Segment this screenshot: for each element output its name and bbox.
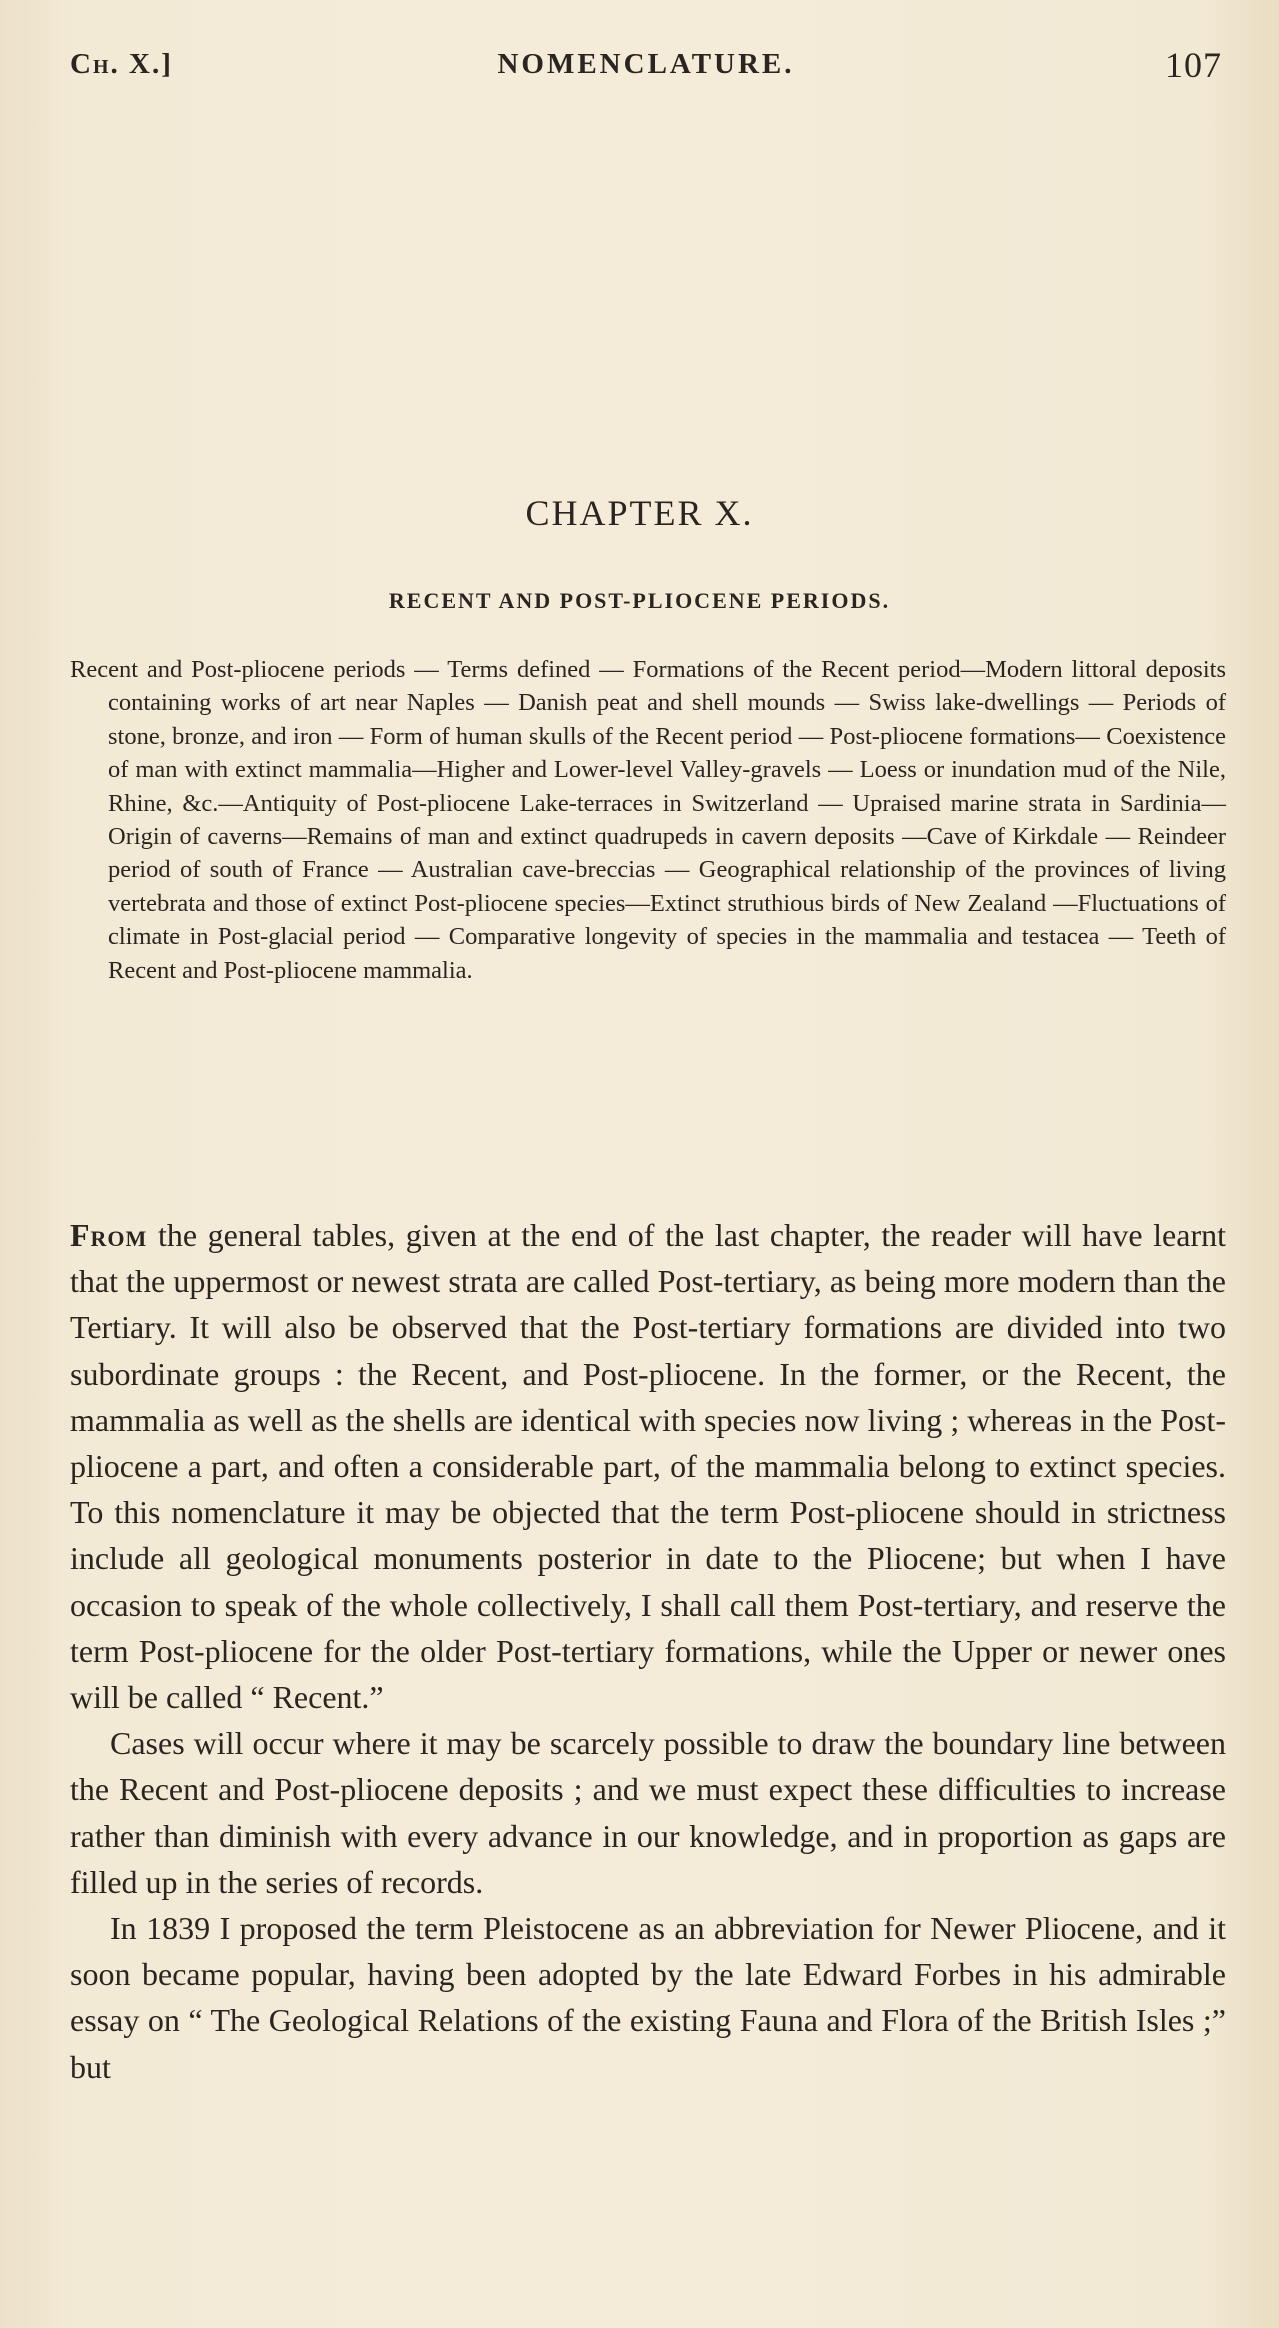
paragraph-1 xyxy=(70,1212,1226,1720)
chapter-summary: Recent and Post-pliocene periods — Terms defined — Formations of the Recent period—Modern littoral deposits containing works of art near Naples — Danish peat and shell mounds — Swiss lake-dwellings — Periods of stone, bronze, and iron — Form of human skulls of the Recent period — Post-pliocene formations— Coexistence of man with extinct mammalia—Higher and Lower-level Valley-gravels — Loess or inundation mud of the Nile, Rhine, &c.—Antiquity of Post-pliocene Lake-terraces in Switzerland — Upraised marine strata in Sardinia— Origin of caverns—Remains of man and extinct quadrupeds in cavern deposits —Cave of Kirkdale — Reindeer period of south of France — Australian cave-breccias — Geographical relationship of the provinces of living vertebrata and those of extinct Post-pliocene species—Extinct struthious birds of New Zealand —Fluctuations of climate in Post-glacial period — Comparative longevity of species in the mammalia and testacea — Teeth of Recent and Post-pliocene mammalia. xyxy=(70,656,1226,984)
chapter-subtitle: RECENT AND POST-PLIOCENE PERIODS. xyxy=(388,588,891,613)
running-head xyxy=(70,44,1222,90)
paragraph-1-text: the general tables, given at the end of the last chapter, the reader will have learnt that the uppermost or newest strata are called Post-tertiary, as being more modern than the Tertiary. It will also be observed that the Post-tertiary formations are divided into two subordinate groups : the Recent, and Post-pliocene. In the former, or the Recent, the mammalia as well as the shells are identical with species now living ; whereas in the Post-pliocene a part, and often a considerable part, of the mammalia belong to extinct species. To this nomenclature it may be objected that the term Post-pliocene should in strictness include all geological monuments posterior in date to the Pliocene; but when I have occasion to speak of the whole collectively, I shall call them Post-tertiary, and reserve the term Post-pliocene for the older Post-tertiary formations, while the Upper or newer ones will be called “ Recent.” xyxy=(70,1217,1226,1716)
page-number: 107 xyxy=(1165,45,1222,85)
running-head-title: NOMENCLATURE. xyxy=(497,48,795,80)
paragraph-1-lead: From xyxy=(70,1217,148,1253)
running-head-chapter: Ch. X.] xyxy=(70,48,173,80)
paragraph-3: In 1839 I proposed the term Pleistocene as an abbreviation for Newer Pliocene, and it soon became popular, having been adopted by the late Edward Forbes in his admirable essay on “ The Geological Relations of the existing Fauna and Flora of the British Isles ;” but xyxy=(70,1910,1226,2085)
chapter-title: CHAPTER X. xyxy=(525,493,754,533)
paragraph-2: Cases will occur where it may be scarcely possible to draw the boundary line between the Recent and Post-pliocene deposits ; and we must expect these difficulties to increase rather than diminish with every advance in our knowledge, and in proportion as gaps are filled up in the series of records. xyxy=(70,1725,1226,1900)
body-text xyxy=(70,1212,1226,2090)
